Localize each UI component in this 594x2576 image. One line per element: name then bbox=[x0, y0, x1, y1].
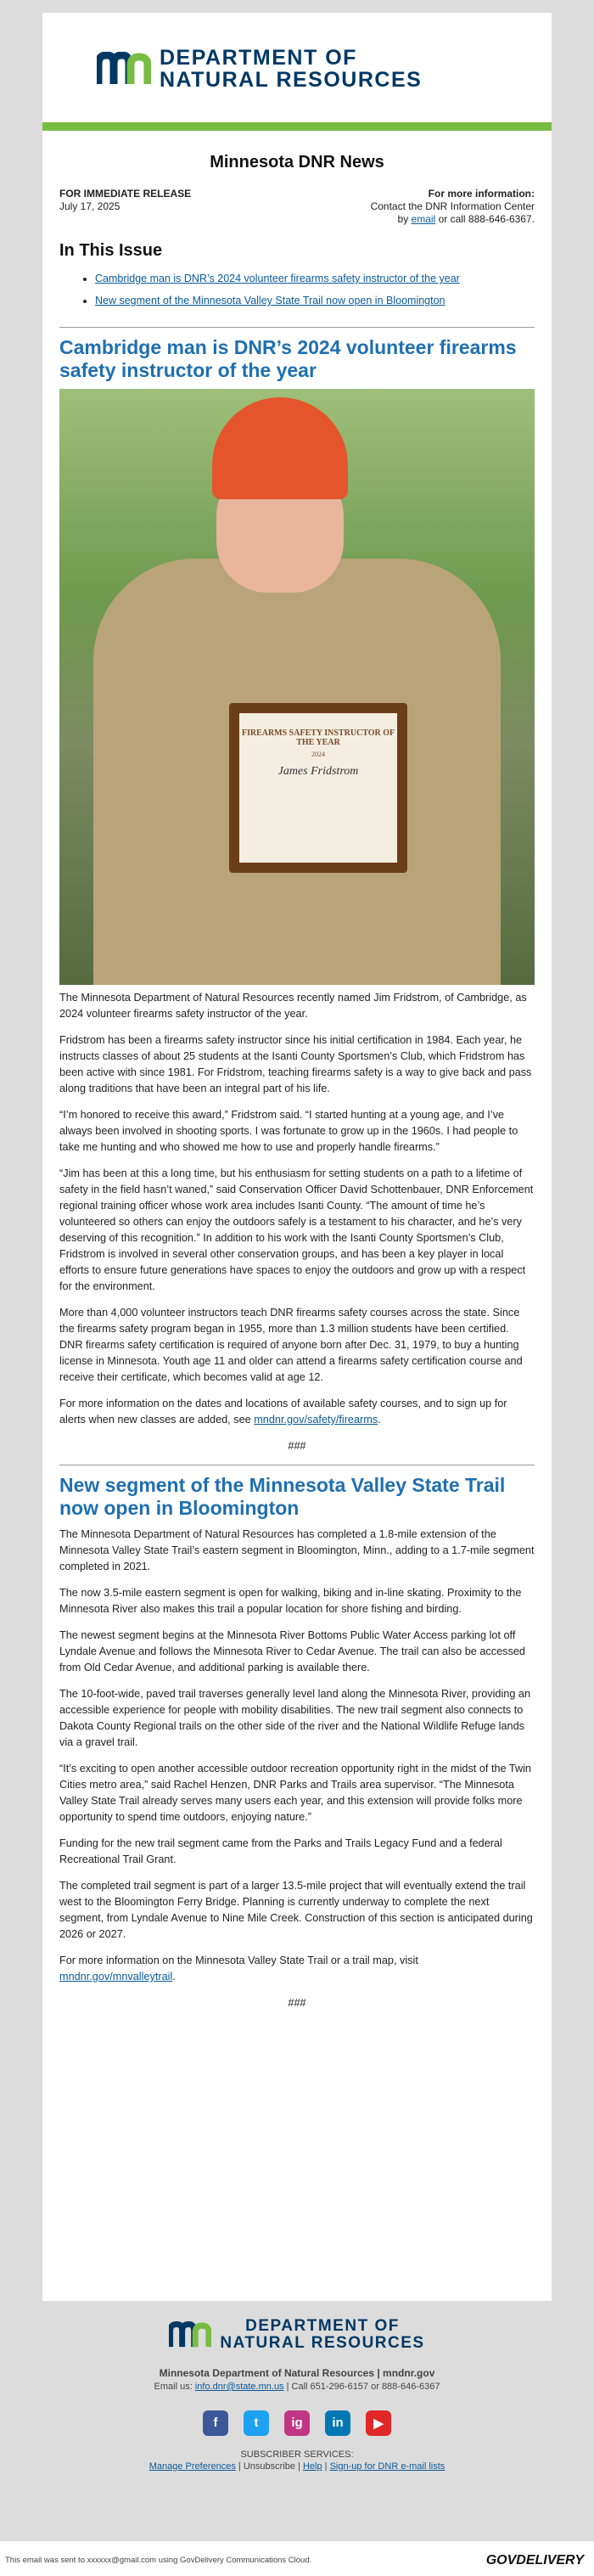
logo-line2: NATURAL RESOURCES bbox=[160, 68, 423, 93]
instagram-icon[interactable]: ig bbox=[284, 2410, 310, 2436]
article2-paragraph: “It’s exciting to open another accessible outdoor recreation opportunity right in the midst of the Twin Cities metro area,” said Rachel Henzen, DNR Parks and Trails area supervisor. “The Minnesota Valley State Trail already serves many users each year, and this extension will provide folks more opportunity to spend time outdoors, enjoying nature.” bbox=[59, 1763, 531, 1823]
issue-link-trail[interactable]: New segment of the Minnesota Valley State Trail now open in Bloomington bbox=[95, 295, 446, 307]
footer-call: | Call 651-296-6157 or 888-646-6367 bbox=[286, 2381, 440, 2392]
issue-list bbox=[59, 267, 535, 312]
article2-paragraph: For more information on the Minnesota Valley State Trail or a trail map, visit mndnr.gov/mnvalleytrail. bbox=[59, 1954, 418, 1983]
release-label: FOR IMMEDIATE RELEASE bbox=[59, 188, 192, 200]
social-links bbox=[0, 2410, 594, 2436]
instructor-photo bbox=[59, 389, 535, 985]
article1-paragraph: “I’m honored to receive this award,” Fridstrom said. “I started hunting at a young age, and I’ve always been involved in shooting sports. I was fortunate to grow up in the 1960s. I had people to take me hunting and who showed me how to use and properly handle firearms.” bbox=[59, 1109, 518, 1153]
facebook-icon[interactable]: f bbox=[203, 2410, 228, 2436]
linkedin-icon[interactable]: in bbox=[325, 2410, 350, 2436]
footer-org: Minnesota Department of Natural Resources | mndnr.gov bbox=[159, 2366, 435, 2379]
mn-logo-icon bbox=[169, 2321, 211, 2348]
article1-paragraph: Fridstrom has been a firearms safety instructor since his initial certification in 1984. Each year, he instructs classes of about 25 students at the Isanti County Sportsmen’s Club, which Fridstrom has been active with since 1981. For Fridstrom, teaching firearms safety is a way to give back and pass along traditions that have been an integral part of his life. bbox=[59, 1034, 532, 1094]
subscriber-label: SUBSCRIBER SERVICES: bbox=[240, 2449, 354, 2460]
award-plaque bbox=[229, 703, 407, 873]
footer-logo[interactable] bbox=[0, 2318, 594, 2352]
signup-link[interactable]: Sign-up for DNR e-mail lists bbox=[329, 2461, 446, 2472]
mn-logo-icon bbox=[97, 52, 151, 86]
article1-paragraph: For more information on the dates and locations of available safety courses, and to sign up for alerts when new classes are added, see mndnr.gov/safety/firearms. bbox=[59, 1398, 507, 1426]
help-link[interactable]: Help bbox=[302, 2461, 322, 2472]
footer-email-prefix: Email us: bbox=[154, 2381, 193, 2392]
plaque-title: FIREARMS SAFETY INSTRUCTOR OF THE YEAR bbox=[241, 728, 395, 747]
article2-paragraph: The completed trail segment is part of a larger 13.5-mile project that will eventually extend the trail west to the Bloomington Ferry Bridge. Planning is currently underway to complete the next segment, from Lyndale Avenue to Nine Mile Creek. Construction of this section is anticipated during 2026 or 2027. bbox=[59, 1880, 533, 1940]
article1-paragraph: More than 4,000 volunteer instructors teach DNR firearms safety courses across the state. Since the firearms safety program began in 1955, more than 1.3 million students have been certified. DNR firearms safety certification is required of anyone born after Dec. 31, 1979, to buy a hunting license in Minnesota. Youth age 11 and older can attend a firearms safety certification course and receive their certificate, which becomes valid at age 12. bbox=[59, 1307, 523, 1383]
info-call: or call 888-646-6367. bbox=[438, 213, 535, 225]
footer-logo-line1: DEPARTMENT OF bbox=[245, 2317, 400, 2335]
bottom-bar bbox=[0, 2541, 594, 2576]
footer-email-link[interactable]: info.dnr@state.mn.us bbox=[194, 2381, 284, 2392]
govdelivery-logo[interactable]: GOVDELIVERY bbox=[485, 2553, 584, 2568]
sent-note: This email was sent to xxxxxx@gmail.com using GovDelivery Communications Cloud. bbox=[5, 2556, 312, 2565]
header bbox=[42, 13, 552, 131]
article2-paragraph: The now 3.5-mile eastern segment is open for walking, biking and in-line skating. Proximity to the Minnesota River also makes this trail a popular location for shore fishing and birding. bbox=[59, 1587, 522, 1615]
article1-paragraph: “Jim has been at this a long time, but his enthusiasm for setting students on a path to a lifetime of safety in the field hasn’t waned,” said Conservation Officer David Schottenbauer, DNR Enforcement regional training officer whose work area includes Isanti County. “The amount of time he’s volunteered so others can enjoy the outdoors safely is a testament to his character, and he’s very deserving of this recognition.” In addition to his work with the Isanti County Sportsmen’s Club, Fridstrom is involved in several other conservation groups, and has been a key player in local efforts to ensure future generations have spaces to enjoy the outdoors and grow up with a respect for the environment. bbox=[59, 1167, 534, 1292]
newsletter-title: Minnesota DNR News bbox=[210, 153, 384, 172]
article2-paragraph: The newest segment begins at the Minnesota River Bottoms Public Water Access parking lot off Lyndale Avenue and follows the Minnesota River to Cedar Avenue. The trail can also be accessed from Old Cedar Avenue, and additional parking is available there. bbox=[59, 1629, 525, 1673]
youtube-icon[interactable]: ▶ bbox=[366, 2410, 391, 2436]
footer: DEPARTMENT OF NATURAL RESOURCES Minnesota Department of Natural Resources | mndnr.gov Email us: info.dnr@state.mn.us | Call 651-296-6157 or 888-646-6367 f t ig in ▶ SUBSCRIBER SERVICES: Manage Preferences | Unsubscribe | Help | Sign-up for DNR e-mail lists bbox=[0, 2314, 594, 2472]
article2-title: New segment of the Minnesota Valley State Trail now open in Bloomington bbox=[59, 1474, 506, 1519]
info-email-link[interactable]: email bbox=[411, 213, 436, 225]
article2-paragraph: The Minnesota Department of Natural Resources has completed a 1.8-mile extension of the Minnesota Valley State Trail’s eastern segment in Bloomington, Minn., adding to a 1.7-mile segment completed in 2021. bbox=[59, 1528, 535, 1572]
info-by: by bbox=[397, 213, 409, 225]
plaque-year: 2024 bbox=[311, 751, 325, 758]
firearms-safety-link[interactable]: mndnr.gov/safety/firearms bbox=[254, 1414, 378, 1426]
article1-end: ### bbox=[288, 1440, 306, 1452]
article1-title: Cambridge man is DNR’s 2024 volunteer firearms safety instructor of the year bbox=[59, 336, 517, 381]
plaque-name: James Fridstrom bbox=[277, 765, 359, 778]
divider bbox=[59, 327, 535, 328]
issue-item bbox=[95, 267, 535, 290]
issue-item bbox=[95, 290, 535, 312]
info-label: For more information: bbox=[428, 188, 535, 200]
article2-paragraph: Funding for the new trail segment came from the Parks and Trails Legacy Fund and a federal Recreational Trail Grant. bbox=[59, 1837, 502, 1865]
article2-paragraph: The 10-foot-wide, paved trail traverses generally level land along the Minnesota River, providing an accessible experience for people with mobility disabilities. The new trail segment also connects to Dakota County Regional trails on the other side of the river and the National Wildlife Refuge lands via a gravel trail. bbox=[59, 1688, 531, 1748]
footer-logo-line2: NATURAL RESOURCES bbox=[220, 2333, 425, 2352]
issue-link-firearms[interactable]: Cambridge man is DNR’s 2024 volunteer firearms safety instructor of the year bbox=[95, 273, 460, 284]
dnr-logo[interactable] bbox=[97, 47, 422, 92]
unsubscribe-text[interactable]: | Unsubscribe | bbox=[238, 2461, 300, 2472]
article2-end: ### bbox=[288, 1997, 306, 2009]
manage-preferences-link[interactable]: Manage Preferences bbox=[148, 2461, 236, 2472]
twitter-icon[interactable]: t bbox=[244, 2410, 269, 2436]
newsletter-card bbox=[42, 13, 552, 2301]
info-line: Contact the DNR Information Center bbox=[370, 200, 535, 212]
valley-trail-link[interactable]: mndnr.gov/mnvalleytrail bbox=[59, 1971, 173, 1983]
article1-paragraph: The Minnesota Department of Natural Resources recently named Jim Fridstrom, of Cambridge, as 2024 volunteer firearms safety instructor of the year. bbox=[59, 992, 527, 1020]
logo-line1: DEPARTMENT OF bbox=[160, 46, 357, 70]
release-info bbox=[59, 188, 535, 226]
in-this-issue-heading: In This Issue bbox=[59, 241, 163, 260]
release-date: July 17, 2025 bbox=[59, 200, 120, 212]
